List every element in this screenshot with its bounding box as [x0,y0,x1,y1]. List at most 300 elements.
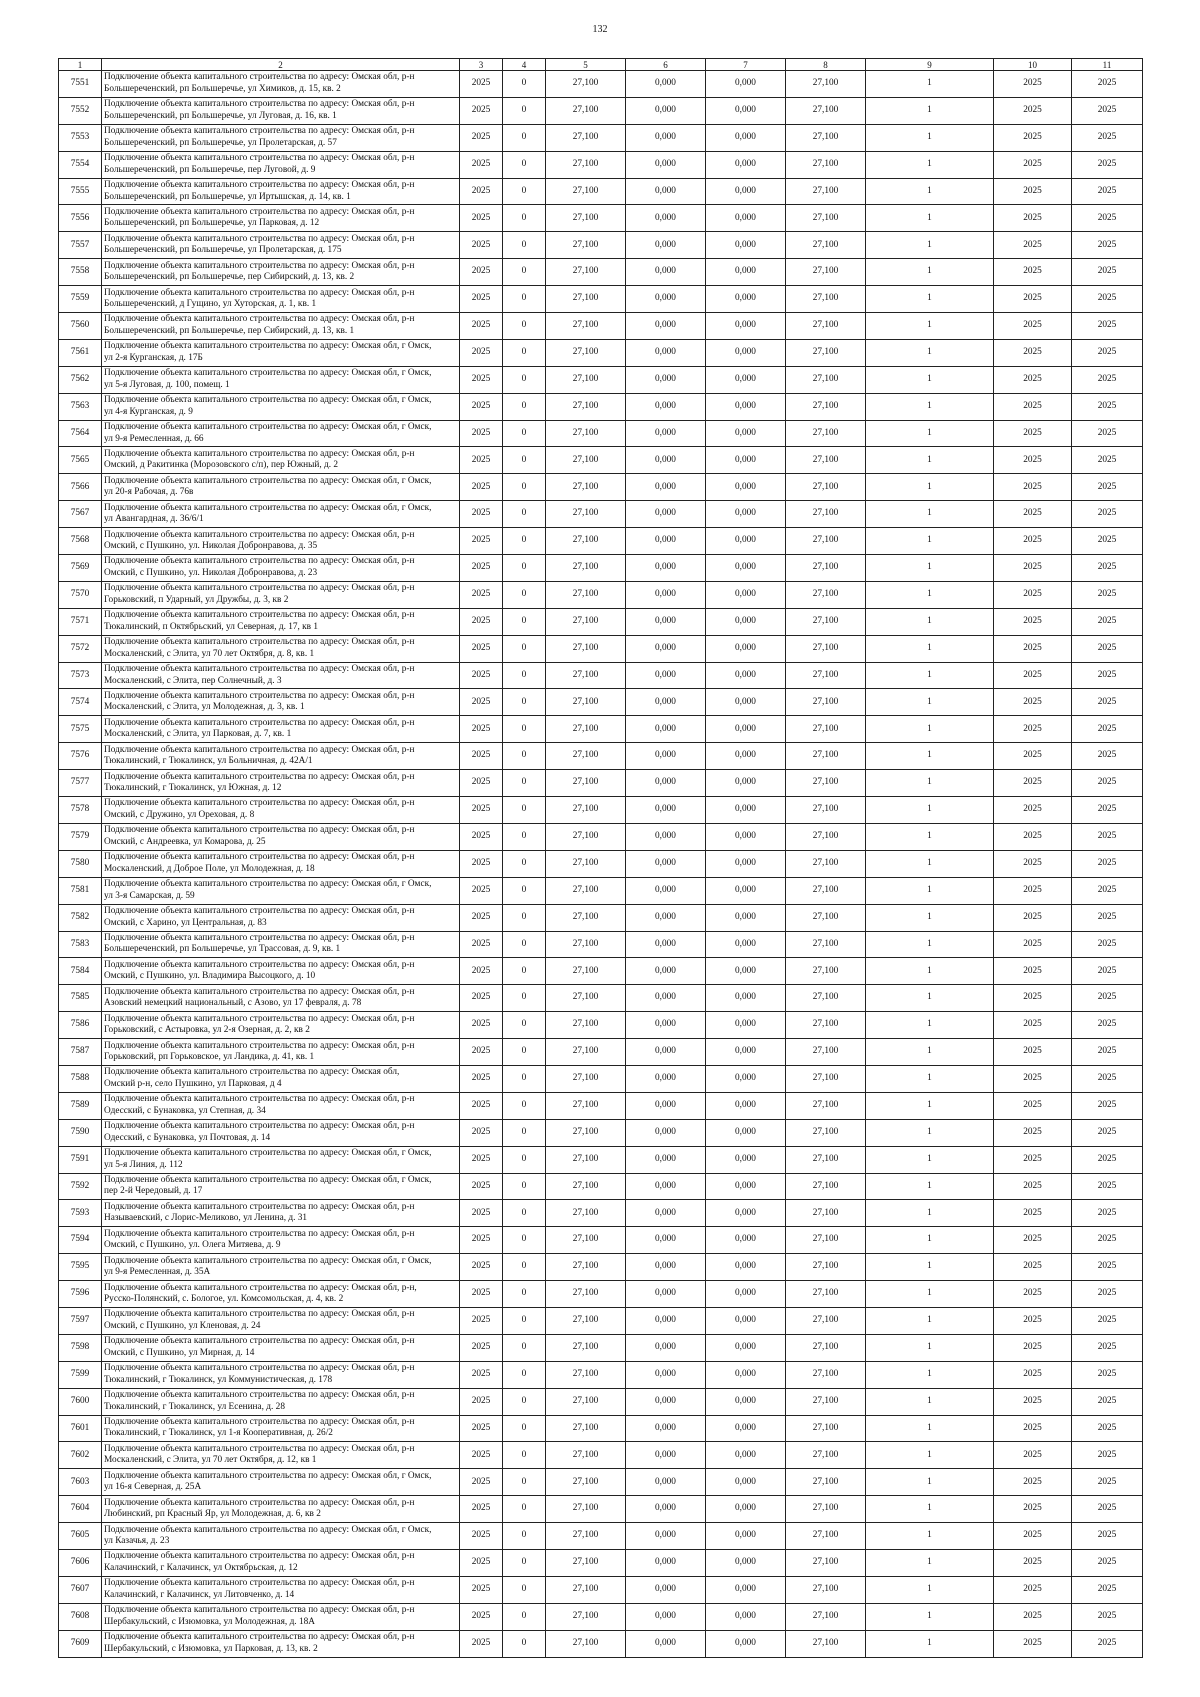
description-line: Подключение объекта капитального строительства по адресу: Омская обл, р-н [104,959,415,970]
cell-c9: 1 [866,124,994,151]
cell-c8: 27,100 [786,1442,866,1469]
description-line: Подключение объекта капитального строительства по адресу: Омская обл, г Омск, [104,1470,432,1481]
cell-c3: 2025 [460,97,503,124]
cell-c4: 0 [503,985,546,1012]
cell-c3: 2025 [460,743,503,770]
description-line: Подключение объекта капитального строительства по адресу: Омская обл, г Омск, [104,1148,432,1159]
cell-c11: 2025 [1072,716,1143,743]
cell-c3: 2025 [460,501,503,528]
description-line: Подключение объекта капитального строительства по адресу: Омская обл, р-н [104,986,415,997]
cell-c5: 27,100 [546,232,626,259]
cell-c4: 0 [503,689,546,716]
cell-c7: 0,000 [706,877,786,904]
cell-c7: 0,000 [706,1523,786,1550]
description-line: Подключение объекта капитального строительства по адресу: Омская обл, р-н [104,1201,415,1212]
cell-c8: 27,100 [786,904,866,931]
cell-c11: 2025 [1072,770,1143,797]
cell-c11: 2025 [1072,823,1143,850]
cell-c7: 0,000 [706,528,786,555]
cell-c10: 2025 [994,339,1072,366]
row-description [102,501,460,528]
description-line: Омский, с Пушкино, ул. Владимира Высоцкого, д. 10 [104,971,316,982]
row-number: 7607 [59,1576,102,1603]
cell-c4: 0 [503,1200,546,1227]
column-header: 6 [626,59,706,71]
cell-c7: 0,000 [706,1146,786,1173]
cell-c11: 2025 [1072,178,1143,205]
row-number: 7578 [59,797,102,824]
column-header: 1 [59,59,102,71]
cell-c11: 2025 [1072,1173,1143,1200]
cell-c5: 27,100 [546,1334,626,1361]
cell-c9: 1 [866,205,994,232]
row-number: 7600 [59,1388,102,1415]
description-line: Большереченский, рп Большеречье, пер Сибирский, д. 13, кв. 1 [104,325,355,336]
table-row [59,797,1143,824]
row-number: 7564 [59,420,102,447]
description-line: Азовский немецкий национальный, с Азово, ул 17 февраля, д. 78 [104,998,362,1009]
cell-c10: 2025 [994,1388,1072,1415]
description-line: Москаленский, д Доброе Поле, ул Молодежная, д. 18 [104,863,315,874]
table-row [59,1496,1143,1523]
row-number: 7563 [59,393,102,420]
cell-c6: 0,000 [626,447,706,474]
cell-c10: 2025 [994,608,1072,635]
cell-c9: 1 [866,1146,994,1173]
cell-c4: 0 [503,716,546,743]
cell-c10: 2025 [994,1442,1072,1469]
row-description [102,770,460,797]
cell-c3: 2025 [460,151,503,178]
description-line: Омский р-н, село Пушкино, ул Парковая, д 4 [104,1078,282,1089]
cell-c8: 27,100 [786,1227,866,1254]
cell-c10: 2025 [994,313,1072,340]
table-row [59,1254,1143,1281]
cell-c3: 2025 [460,1523,503,1550]
row-number: 7553 [59,124,102,151]
table-row [59,1146,1143,1173]
cell-c11: 2025 [1072,1146,1143,1173]
description-line: Калачинский, г Калачинск, ул Октябрьская, д. 12 [104,1562,298,1573]
cell-c5: 27,100 [546,1173,626,1200]
cell-c11: 2025 [1072,1496,1143,1523]
cell-c3: 2025 [460,608,503,635]
cell-c8: 27,100 [786,1173,866,1200]
cell-c3: 2025 [460,931,503,958]
row-number: 7605 [59,1523,102,1550]
cell-c5: 27,100 [546,904,626,931]
description-line: Подключение объекта капитального строительства по адресу: Омская обл, р-н [104,1363,415,1374]
cell-c8: 27,100 [786,1146,866,1173]
cell-c10: 2025 [994,850,1072,877]
cell-c9: 1 [866,1281,994,1308]
cell-c5: 27,100 [546,1523,626,1550]
row-description [102,1496,460,1523]
description-line: Большереченский, рп Большеречье, пер Луговой, д. 9 [104,164,316,175]
cell-c9: 1 [866,420,994,447]
table-row [59,770,1143,797]
cell-c5: 27,100 [546,1039,626,1066]
cell-c10: 2025 [994,366,1072,393]
cell-c5: 27,100 [546,797,626,824]
table-row [59,1361,1143,1388]
cell-c5: 27,100 [546,1496,626,1523]
row-description [102,1630,460,1657]
cell-c4: 0 [503,178,546,205]
cell-c7: 0,000 [706,1307,786,1334]
description-line: ул 2-я Курганская, д. 17Б [104,352,203,363]
table-row [59,1469,1143,1496]
cell-c11: 2025 [1072,313,1143,340]
table-row [59,1119,1143,1146]
cell-c7: 0,000 [706,259,786,286]
cell-c6: 0,000 [626,1227,706,1254]
cell-c10: 2025 [994,124,1072,151]
cell-c9: 1 [866,581,994,608]
cell-c7: 0,000 [706,850,786,877]
cell-c9: 1 [866,770,994,797]
page-number: 132 [592,24,608,35]
cell-c6: 0,000 [626,366,706,393]
cell-c10: 2025 [994,877,1072,904]
cell-c9: 1 [866,635,994,662]
table-row [59,71,1143,98]
cell-c10: 2025 [994,420,1072,447]
cell-c5: 27,100 [546,259,626,286]
cell-c10: 2025 [994,1549,1072,1576]
cell-c5: 27,100 [546,1442,626,1469]
row-number: 7552 [59,97,102,124]
row-number: 7570 [59,581,102,608]
cell-c8: 27,100 [786,931,866,958]
cell-c8: 27,100 [786,124,866,151]
cell-c4: 0 [503,770,546,797]
cell-c6: 0,000 [626,1442,706,1469]
table-row [59,1039,1143,1066]
cell-c10: 2025 [994,1227,1072,1254]
cell-c3: 2025 [460,1496,503,1523]
cell-c4: 0 [503,313,546,340]
cell-c7: 0,000 [706,985,786,1012]
description-line: Подключение объекта капитального строительства по адресу: Омская обл, р-н [104,664,415,675]
cell-c7: 0,000 [706,635,786,662]
cell-c8: 27,100 [786,501,866,528]
cell-c5: 27,100 [546,1415,626,1442]
row-description [102,877,460,904]
cell-c9: 1 [866,877,994,904]
cell-c4: 0 [503,1065,546,1092]
cell-c4: 0 [503,71,546,98]
cell-c3: 2025 [460,1092,503,1119]
table-row [59,904,1143,931]
cell-c4: 0 [503,1361,546,1388]
cell-c3: 2025 [460,555,503,582]
row-description [102,662,460,689]
cell-c3: 2025 [460,1388,503,1415]
cell-c4: 0 [503,1496,546,1523]
cell-c5: 27,100 [546,716,626,743]
description-line: Подключение объекта капитального строительства по адресу: Омская обл, р-н [104,529,415,540]
cell-c3: 2025 [460,1334,503,1361]
description-line: Шербакульский, с Изюмовка, ул Молодежная, д. 18А [104,1616,315,1627]
cell-c6: 0,000 [626,1469,706,1496]
description-line: Подключение объекта капитального строительства по адресу: Омская обл, г Омск, [104,1174,432,1185]
row-description [102,1227,460,1254]
row-description [102,1549,460,1576]
cell-c6: 0,000 [626,1039,706,1066]
cell-c9: 1 [866,501,994,528]
cell-c9: 1 [866,743,994,770]
cell-c6: 0,000 [626,501,706,528]
cell-c10: 2025 [994,1307,1072,1334]
description-line: Большереченский, д Гущино, ул Хуторская, д. 1, кв. 1 [104,299,317,310]
cell-c9: 1 [866,931,994,958]
row-description [102,823,460,850]
cell-c9: 1 [866,1092,994,1119]
cell-c3: 2025 [460,581,503,608]
cell-c6: 0,000 [626,770,706,797]
cell-c6: 0,000 [626,1200,706,1227]
row-description [102,904,460,931]
cell-c6: 0,000 [626,71,706,98]
cell-c7: 0,000 [706,313,786,340]
cell-c6: 0,000 [626,528,706,555]
cell-c4: 0 [503,1039,546,1066]
cell-c3: 2025 [460,1549,503,1576]
description-line: Подключение объекта капитального строительства по адресу: Омская обл, р-н [104,448,415,459]
description-line: Подключение объекта капитального строительства по адресу: Омская обл, р-н, [104,1282,417,1293]
row-number: 7556 [59,205,102,232]
cell-c3: 2025 [460,1173,503,1200]
row-description [102,1092,460,1119]
cell-c6: 0,000 [626,1361,706,1388]
cell-c5: 27,100 [546,1307,626,1334]
cell-c11: 2025 [1072,1119,1143,1146]
description-line: Тюкалинский, г Тюкалинск, ул Коммунистическая, д. 178 [104,1374,333,1385]
description-line: Подключение объекта капитального строительства по адресу: Омская обл, р-н [104,1551,415,1562]
description-line: Омский, д Ракитинка (Морозовского с/п), пер Южный, д. 2 [104,460,339,471]
cell-c7: 0,000 [706,931,786,958]
cell-c5: 27,100 [546,581,626,608]
cell-c7: 0,000 [706,420,786,447]
row-description [102,1361,460,1388]
row-number: 7557 [59,232,102,259]
cell-c11: 2025 [1072,1603,1143,1630]
cell-c6: 0,000 [626,393,706,420]
cell-c3: 2025 [460,447,503,474]
cell-c7: 0,000 [706,232,786,259]
description-line: Тюкалинский, г Тюкалинск, ул Есенина, д. 28 [104,1401,285,1412]
row-number: 7559 [59,286,102,313]
cell-c6: 0,000 [626,581,706,608]
cell-c11: 2025 [1072,420,1143,447]
cell-c11: 2025 [1072,1227,1143,1254]
cell-c7: 0,000 [706,124,786,151]
cell-c5: 27,100 [546,528,626,555]
cell-c10: 2025 [994,1119,1072,1146]
cell-c9: 1 [866,259,994,286]
cell-c11: 2025 [1072,1307,1143,1334]
cell-c7: 0,000 [706,1576,786,1603]
cell-c6: 0,000 [626,797,706,824]
cell-c5: 27,100 [546,501,626,528]
cell-c7: 0,000 [706,97,786,124]
description-line: Подключение объекта капитального строительства по адресу: Омская обл, р-н [104,287,415,298]
cell-c11: 2025 [1072,501,1143,528]
table-row [59,474,1143,501]
description-line: ул 3-я Самарская, д. 59 [104,890,195,901]
cell-c8: 27,100 [786,1603,866,1630]
cell-c7: 0,000 [706,393,786,420]
cell-c3: 2025 [460,689,503,716]
cell-c4: 0 [503,1469,546,1496]
cell-c9: 1 [866,985,994,1012]
row-number: 7587 [59,1039,102,1066]
cell-c9: 1 [866,555,994,582]
cell-c8: 27,100 [786,313,866,340]
cell-c3: 2025 [460,528,503,555]
cell-c8: 27,100 [786,393,866,420]
cell-c7: 0,000 [706,1039,786,1066]
cell-c10: 2025 [994,286,1072,313]
description-line: Подключение объекта капитального строительства по адресу: Омская обл, р-н [104,1605,415,1616]
cell-c5: 27,100 [546,1549,626,1576]
cell-c3: 2025 [460,850,503,877]
column-header: 8 [786,59,866,71]
table-row [59,689,1143,716]
row-description [102,313,460,340]
description-line: Подключение объекта капитального строительства по адресу: Омская обл, [104,1067,400,1078]
description-line: Подключение объекта капитального строительства по адресу: Омская обл, г Омск, [104,879,432,890]
cell-c6: 0,000 [626,1523,706,1550]
cell-c4: 0 [503,958,546,985]
cell-c5: 27,100 [546,1146,626,1173]
cell-c9: 1 [866,904,994,931]
description-line: Называевский, с Лорис-Меликово, ул Ленина, д. 31 [104,1213,308,1224]
cell-c3: 2025 [460,393,503,420]
cell-c5: 27,100 [546,662,626,689]
description-line: Москаленский, с Элита, ул Молодежная, д. 3, кв. 1 [104,702,305,713]
cell-c10: 2025 [994,232,1072,259]
cell-c5: 27,100 [546,71,626,98]
row-description [102,205,460,232]
cell-c6: 0,000 [626,1119,706,1146]
cell-c10: 2025 [994,1065,1072,1092]
cell-c7: 0,000 [706,1496,786,1523]
cell-c8: 27,100 [786,259,866,286]
cell-c8: 27,100 [786,1092,866,1119]
row-description [102,1065,460,1092]
cell-c10: 2025 [994,1523,1072,1550]
cell-c6: 0,000 [626,1576,706,1603]
cell-c7: 0,000 [706,1227,786,1254]
cell-c9: 1 [866,1496,994,1523]
cell-c8: 27,100 [786,770,866,797]
table-row [59,528,1143,555]
cell-c6: 0,000 [626,689,706,716]
cell-c10: 2025 [994,1469,1072,1496]
cell-c11: 2025 [1072,931,1143,958]
cell-c9: 1 [866,528,994,555]
cell-c3: 2025 [460,1227,503,1254]
cell-c8: 27,100 [786,823,866,850]
cell-c9: 1 [866,716,994,743]
cell-c5: 27,100 [546,1603,626,1630]
cell-c6: 0,000 [626,1603,706,1630]
cell-c11: 2025 [1072,1388,1143,1415]
table-row [59,1092,1143,1119]
cell-c7: 0,000 [706,1012,786,1039]
cell-c11: 2025 [1072,366,1143,393]
table-row [59,1523,1143,1550]
cell-c4: 0 [503,581,546,608]
cell-c3: 2025 [460,71,503,98]
row-description [102,366,460,393]
row-description [102,985,460,1012]
column-header: 7 [706,59,786,71]
description-line: Русско-Полянский, с. Бологое, ул. Комсомольская, д. 4, кв. 2 [104,1294,344,1305]
cell-c3: 2025 [460,205,503,232]
description-line: Подключение объекта капитального строительства по адресу: Омская обл, р-н [104,1632,415,1643]
description-line: пер 2-й Чередовый, д. 17 [104,1186,203,1197]
cell-c5: 27,100 [546,743,626,770]
cell-c4: 0 [503,931,546,958]
description-line: Подключение объекта капитального строительства по адресу: Омская обл, р-н [104,1578,415,1589]
cell-c4: 0 [503,501,546,528]
cell-c7: 0,000 [706,1334,786,1361]
description-line: ул 9-я Ремесленная, д. 66 [104,433,204,444]
table-row [59,985,1143,1012]
description-line: ул Казачья, д. 23 [104,1536,170,1547]
table-row [59,1065,1143,1092]
column-header: 10 [994,59,1072,71]
cell-c11: 2025 [1072,205,1143,232]
cell-c11: 2025 [1072,1361,1143,1388]
cell-c9: 1 [866,1469,994,1496]
header-row [59,59,1143,71]
cell-c10: 2025 [994,743,1072,770]
cell-c4: 0 [503,1173,546,1200]
description-line: Горьковский, п Ударный, ул Дружбы, д. 3, кв 2 [104,594,289,605]
table-row [59,420,1143,447]
cell-c5: 27,100 [546,151,626,178]
row-number: 7609 [59,1630,102,1657]
row-number: 7568 [59,528,102,555]
cell-c8: 27,100 [786,1065,866,1092]
description-line: Омский, с Пушкино, ул. Николая Добронравова, д. 23 [104,567,318,578]
cell-c9: 1 [866,232,994,259]
cell-c4: 0 [503,1012,546,1039]
cell-c11: 2025 [1072,474,1143,501]
cell-c9: 1 [866,339,994,366]
description-line: Подключение объекта капитального строительства по адресу: Омская обл, г Омск, [104,1255,432,1266]
cell-c5: 27,100 [546,555,626,582]
cell-c10: 2025 [994,393,1072,420]
cell-c6: 0,000 [626,716,706,743]
row-description [102,286,460,313]
column-header: 9 [866,59,994,71]
row-number: 7579 [59,823,102,850]
cell-c4: 0 [503,124,546,151]
cell-c5: 27,100 [546,205,626,232]
column-header: 11 [1072,59,1143,71]
row-description [102,1039,460,1066]
row-number: 7593 [59,1200,102,1227]
cell-c11: 2025 [1072,1065,1143,1092]
row-number: 7561 [59,339,102,366]
row-number: 7603 [59,1469,102,1496]
row-description [102,1281,460,1308]
